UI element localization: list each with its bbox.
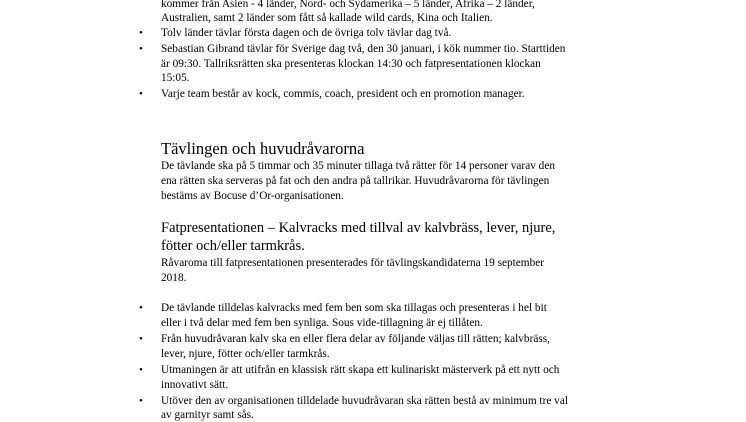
list-item-line: av garnityr samt sås. bbox=[161, 409, 254, 421]
bullet-dot: • bbox=[139, 27, 143, 39]
section-heading: Tävlingen och huvudråvarorna bbox=[161, 139, 365, 158]
bullet-dot: • bbox=[139, 302, 143, 314]
paragraph-line: 2018. bbox=[161, 272, 187, 284]
list-item-line: eller i två delar med fem ben synliga. Sous vide-tillagning är ej tillåten. bbox=[161, 317, 483, 329]
subsection-heading: Fatpresentationen – Kalvracks med tillval av kalvbräss, lever, njure, bbox=[161, 220, 556, 236]
paragraph-line: Råvaroma till fatpresentationen presenterades för tävlingskandidaterna 19 september bbox=[161, 257, 545, 269]
bullet-dot: • bbox=[139, 43, 143, 55]
intro-text-line: Varje team består av kock, commis, coach, president och en promotion manager. bbox=[161, 88, 525, 100]
bullet-dot: • bbox=[139, 395, 143, 407]
bullet-dot: • bbox=[139, 333, 143, 345]
intro-text-line: Australien, samt 2 länder som fått så kallade wild cards, Kina och Italien. bbox=[161, 12, 493, 24]
list-item-line: Utöver den av organisationen tilldelade huvudråvaran ska rätten bestå av minimum tre val bbox=[161, 395, 568, 407]
intro-text-line: Sebastian Gibrand tävlar för Sverige dag två, den 30 januari, i kök nummer tio. Starttiden bbox=[161, 43, 566, 55]
bullet-dot: • bbox=[139, 364, 143, 376]
intro-text-line: 15:05. bbox=[161, 72, 190, 84]
paragraph-line: De tävlande ska på 5 timmar och 35 minuter tillaga två rätter för 14 personer varav den bbox=[161, 160, 555, 172]
list-item-line: Utmaningen är att utifrån en klassisk rätt skapa ett kulinariskt mästerverk på ett nytt och bbox=[161, 364, 560, 376]
intro-text-line: Tolv länder tävlar första dagen och de övriga tolv tävlar dag två. bbox=[161, 27, 452, 39]
paragraph-line: bestäms av Bocuse d’Or-organisationen. bbox=[161, 190, 344, 202]
list-item-line: innovativt sätt. bbox=[161, 379, 229, 391]
subsection-heading: fötter och/eller tarmkrås. bbox=[161, 238, 305, 254]
list-item-line: lever, njure, fötter och/eller tarmkrås. bbox=[161, 348, 330, 360]
list-item-line: Från huvudråvaran kalv ska en eller flera delar av följande väljas till rätten; kalvbräss, bbox=[161, 333, 550, 345]
list-item-line: De tävlande tilldelas kalvracks med fem ben som ska tillagas och presenteras i hel bit bbox=[161, 302, 547, 314]
intro-text-line: är 09:30. Tallriksrätten ska presenteras klockan 14:30 och fatpresentationen klockan bbox=[161, 58, 541, 70]
intro-text-line: kommer från Asien - 4 länder, Nord- och Sydamerika – 5 länder, Afrika – 2 länder, bbox=[161, 0, 535, 10]
paragraph-line: ena rätten ska serveras på fat och den andra på tallrikar. Huvudråvarorna för tävlingen bbox=[161, 175, 550, 187]
bullet-dot: • bbox=[139, 88, 143, 100]
